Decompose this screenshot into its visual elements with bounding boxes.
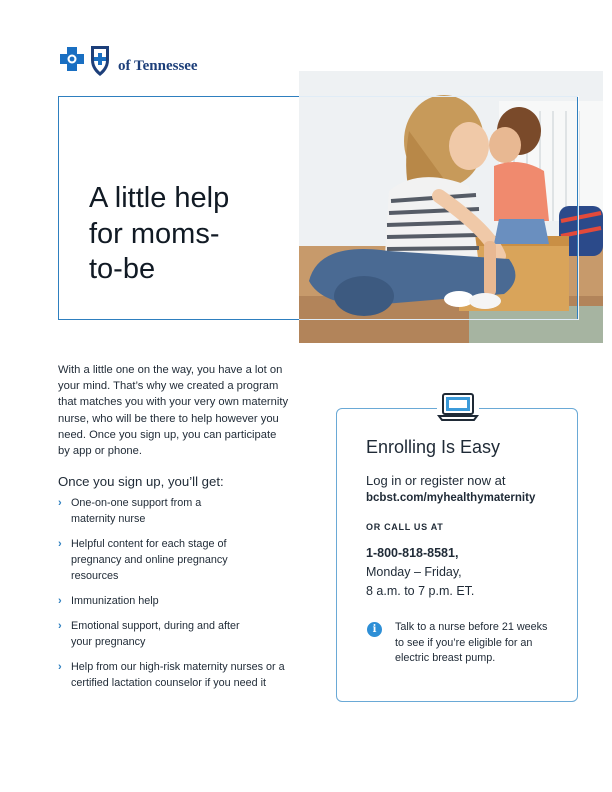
call-label: OR CALL US AT — [366, 522, 444, 532]
photo-frame-line — [299, 96, 579, 320]
benefit-text: Help from our high-risk maternity nurses or a certified lactation counselor if you need it — [71, 661, 285, 689]
benefit-text: Emotional support, during and after your pregnancy — [71, 620, 240, 648]
chevron-right-icon: › — [58, 497, 62, 509]
benefit-item — [58, 536, 298, 584]
chevron-right-icon: › — [58, 538, 62, 550]
chevron-right-icon: › — [58, 595, 62, 607]
page-title-line-3: to-be — [89, 253, 156, 286]
enroll-title: Enrolling Is Easy — [366, 437, 501, 457]
benefit-item — [58, 618, 298, 650]
chevron-right-icon: › — [58, 661, 62, 673]
benefit-text: Helpful content for each stage of pregnancy and online pregnancy resources — [71, 538, 228, 582]
enroll-url-link[interactable]: bcbst.com/myhealthymaternity — [366, 492, 536, 504]
hours-days: Monday – Friday, — [366, 565, 462, 579]
intro-paragraph: With a little one on the way, you have a lot on your mind. That’s why we created a program that matches you with your very own maternity nurse, who will be there to help however you need. Once you sign up, you can participate by app or phone. — [58, 364, 289, 458]
brand-logo — [58, 44, 198, 78]
page-title-line-2: for moms- — [89, 217, 220, 250]
benefit-item — [58, 659, 298, 691]
page-title-line-1: A little help — [89, 182, 230, 214]
chevron-right-icon: › — [58, 620, 62, 632]
info-icon: i — [367, 622, 382, 637]
breast-pump-note: Talk to a nurse before 21 weeks to see if you’re eligible for an electric breast pump. — [395, 621, 548, 664]
phone-number[interactable]: 1-800-818-8581, — [366, 546, 459, 560]
benefits-list — [58, 495, 298, 700]
laptop-icon — [437, 391, 479, 423]
benefit-text: One-on-one support from a maternity nurse — [71, 497, 202, 525]
benefit-item — [58, 495, 298, 527]
benefit-item — [58, 593, 298, 609]
benefit-text: Immunization help — [71, 595, 159, 607]
login-text: Log in or register now at — [366, 473, 506, 488]
page-title — [89, 181, 289, 288]
benefits-heading: Once you sign up, you’ll get: — [58, 474, 224, 489]
hours-time: 8 a.m. to 7 p.m. ET. — [366, 584, 475, 598]
logo-text: of Tennessee — [118, 58, 198, 74]
blue-cross-blue-shield-icon — [58, 44, 114, 78]
